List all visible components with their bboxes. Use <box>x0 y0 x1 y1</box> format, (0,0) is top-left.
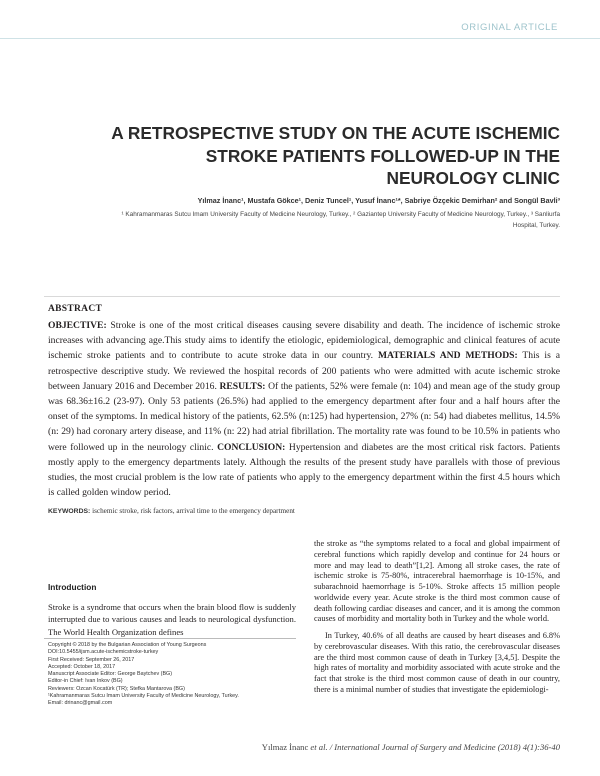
keywords-text: ischemic stroke, risk factors, arrival time to the emergency department <box>90 507 295 515</box>
footer-author: Yılmaz İnanc <box>261 742 311 752</box>
results-text: Of the patients, 52% were female (n: 104) and mean age of the study group was 68.36±16.2 (23-97). Only 53 patients (26.5%) had applied to the emergency department after four and a half hours after the onset of the symptoms. In medical history of the patients, 62.5% (n:125) had hypertension, 27% (n: 54) had diabetes mellitus, 14.5% (n: 29) had coronary artery disease, and 11% (n: 22) had atrial fibrillation. The mortality rate was found to be 10.5% in patients who were followed up in the neurology clinic. <box>48 380 560 453</box>
article-title <box>40 122 560 190</box>
results-label: RESULTS: <box>219 380 266 392</box>
section-tag: ORIGINAL ARTICLE <box>461 22 558 33</box>
introduction-heading: Introduction <box>48 582 97 592</box>
author-list: Yılmaz İnanc¹, Mustafa Gökce¹, Deniz Tuncel¹, Yusuf İnanc¹*, Sabriye Özçekic Demirhan² and Songül Bavli³ <box>197 196 560 205</box>
methods-label: MATERIALS AND METHODS: <box>377 350 518 362</box>
accepted-line: Accepted: October 18, 2017 <box>48 663 116 670</box>
title-line: STROKE PATIENTS FOLLOWED-UP IN THE <box>205 145 560 166</box>
metadata-divider <box>44 638 296 639</box>
abstract-divider <box>44 296 560 297</box>
doi-line: DOI:10.5455/ijsm.acute-ischemicstroke-turkey <box>48 649 159 656</box>
affiliations <box>15 209 560 231</box>
objective-label: OBJECTIVE: <box>48 320 107 331</box>
abstract-heading: ABSTRACT <box>48 304 103 314</box>
conclusion-text: Hypertension and diabetes are the most critical risk factors. Patients mostly apply to the emergency departments lately. Although the results of the present study have parallels with those of previous studies, the most crucial problem is the low rate of patients who apply to the emergency department within the first 4.5 hours which is called golden window period. <box>48 441 560 499</box>
editor-in-chief-line: Editor-in Chief: Ivan Inkov (BG) <box>48 678 123 685</box>
header-divider <box>0 38 600 39</box>
copyright-line: Copyright © 2018 by the Bulgarian Association of Young Surgeons <box>48 642 207 648</box>
affiliation-line: ¹ Kahramanmaras Sutcu Imam University Faculty of Medicine Neurology, Turkey., ² Gaziantep University Faculty of Medicine Neurology, Turkey., ³ Sanliurfa <box>121 211 560 218</box>
objective-text: Stroke is one of the most critical diseases causing severe disability and death. The incidence of ischemic stroke increases with advancing age.This study aims to identify the etiologic, epidemiological, demographic and clinical features of acute ischemic stroke patients and to contribute to acute stroke data in our country. <box>48 320 560 362</box>
right-column-text <box>314 539 560 702</box>
email-line[interactable]: Email: drinanc@gmail.com <box>48 700 113 707</box>
title-line: A RETROSPECTIVE STUDY ON THE ACUTE ISCHEMIC <box>111 123 560 143</box>
body-paragraph: the stroke as “the symptoms related to a focal and global impairment of cerebral functions which rapidly develop and continue for 24 hours or more and may lead to death”[1,2]. Among all stroke cases, the rate of ischemic stroke is 75-80%, intracerebral haemorrhage is 10-15%, and subarachnoid haemorrhage is 5-10%. Stroke affects 15 million people worldwide every year. Acute stroke is the third most common cause of death following cardiac diseases and cancer, and it is among the common causes of morbidity and mortality both in Turkey and the whole world. <box>314 539 560 624</box>
keywords-label: KEYWORDS: <box>48 508 91 515</box>
article-metadata <box>48 642 298 708</box>
page-footer <box>262 742 560 752</box>
abstract-body <box>48 318 560 500</box>
footer-etal: et al. <box>310 742 328 752</box>
received-line: First Received: September 26, 2017 <box>48 656 135 663</box>
associate-editor-line: Manuscript Associate Editor: George Baytchev (BG) <box>48 671 173 678</box>
title-line: NEUROLOGY CLINIC <box>386 168 560 188</box>
correspondence-affiliation-line: ¹Kahramanmaras Sutcu Imam University Faculty of Medicine Neurology, Turkey. <box>48 693 239 700</box>
affiliation-line: Hospital, Turkey. <box>512 222 560 229</box>
introduction-text: Stroke is a syndrome that occurs when the brain blood flow is suddenly interrupted due to various causes and leads to neurological dysfunction. The World Health Organization defines <box>48 602 296 637</box>
conclusion-label: CONCLUSION: <box>217 441 286 453</box>
body-paragraph: In Turkey, 40.6% of all deaths are caused by heart diseases and 6.8% by cerebrovascular diseases. With this ratio, the cerebrovascular diseases are the third most common cause of death in Turkey [3,4,5]. Despite the high rates of mortality and morbidity associated with acute stroke and the fact that stroke is the third most common cause of death in our country, there is a minimal number of studies that investigate the epidemiologi- <box>314 631 560 694</box>
methods-text: This is a retrospective descriptive study. We reviewed the hospital records of 200 patients who were admitted with acute ischemic stroke between January 2016 and December 2016. <box>48 350 560 392</box>
reviewers-line: Reviewers: Ozcan Kocatürk (TR); Stefka Mantarova (BG) <box>48 685 185 692</box>
keywords <box>48 507 560 515</box>
footer-journal: / International Journal of Surgery and Medicine (2018) 4(1):36-40 <box>327 742 560 752</box>
